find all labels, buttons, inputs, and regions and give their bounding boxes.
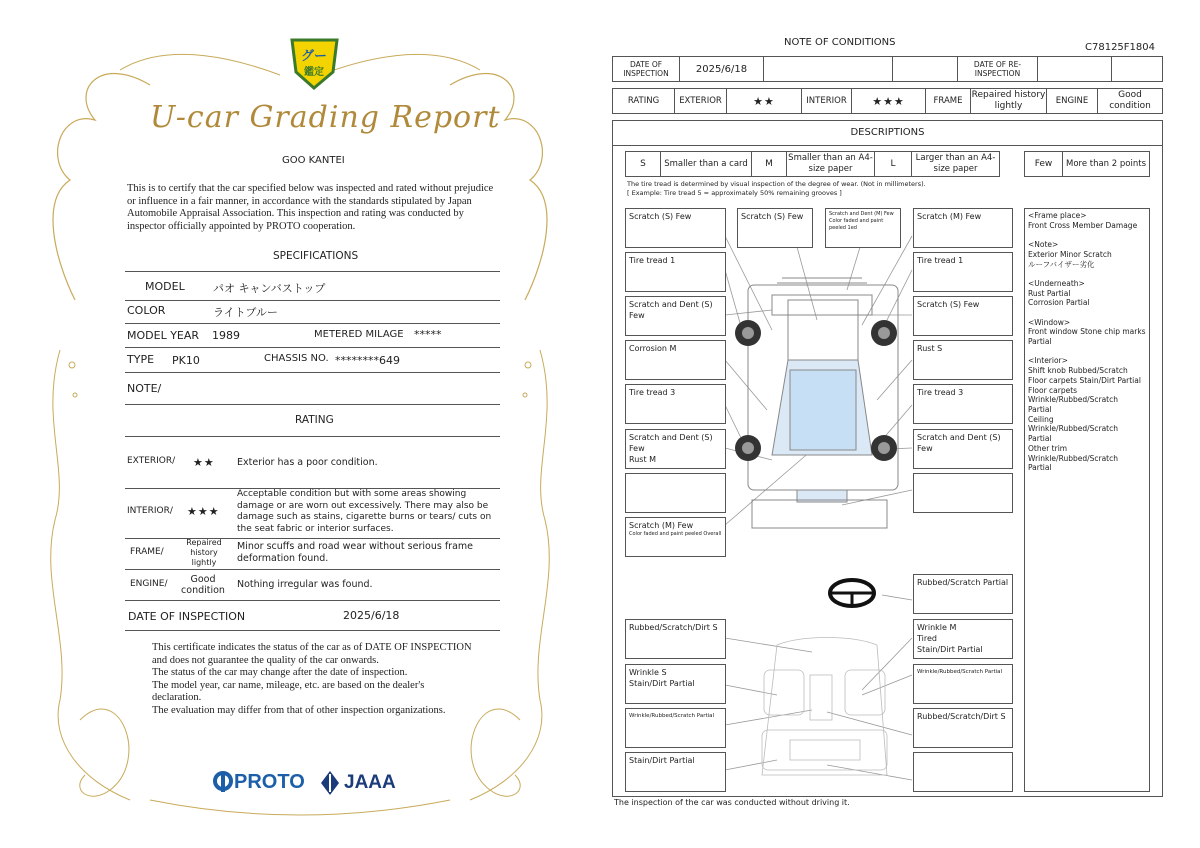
type-row <box>125 347 500 373</box>
proto-brand: PROTO <box>234 770 305 793</box>
interior-label: Stain/Dirt Partial <box>625 752 726 792</box>
exterior-description: Exterior has a poor condition. <box>237 457 378 468</box>
damage-label: Scratch (S) Few <box>737 208 813 248</box>
note-label: NOTE/ <box>127 382 162 395</box>
interior-label <box>625 664 726 704</box>
damage-label-empty <box>625 473 726 513</box>
damage-label-empty <box>913 473 1013 513</box>
few-legend <box>1024 151 1150 177</box>
damage-label: Tire tread 3 <box>913 384 1013 424</box>
size-legend <box>625 151 1000 177</box>
car-top-view <box>748 278 898 528</box>
interior-label <box>913 619 1013 659</box>
rating-label-cell: RATING <box>613 89 675 113</box>
note-line: ルーフバイザー劣化 <box>1028 259 1095 269</box>
damage-label: Scratch and Dent (S) Few <box>913 429 1013 469</box>
sheet-footer: The inspection of the car was conducted without driving it. <box>614 798 850 807</box>
note-line <box>1028 347 1146 357</box>
interior-label: Rubbed/Scratch/Dirt S <box>913 708 1013 748</box>
svg-text:鑑定: 鑑定 <box>304 67 324 78</box>
damage-label: Scratch (S) Few <box>913 296 1013 336</box>
interior-stars: ★★★ <box>187 505 220 518</box>
frame-label: FRAME/ <box>130 547 164 557</box>
mileage-label: METERED MILAGE <box>314 329 404 340</box>
certificate-footer <box>152 642 472 717</box>
note-line: Corrosion Partial <box>1028 298 1090 308</box>
damage-label-line: Scratch (M) Few <box>629 521 694 530</box>
interior-label: Wrinkle/Rubbed/Scratch Partial <box>625 708 726 748</box>
damage-label: Corrosion M <box>625 340 726 380</box>
chassis-value: ********649 <box>335 354 400 367</box>
report-title: U-car Grading Report <box>150 100 501 135</box>
interior-label-line: Tired <box>917 634 937 643</box>
legend-m: M <box>752 152 787 176</box>
frame-row <box>125 538 500 570</box>
date-of-inspection-row <box>125 600 500 631</box>
engine-description: Nothing irregular was found. <box>237 579 373 590</box>
note-line <box>1028 230 1146 240</box>
damage-label: Tire tread 1 <box>625 252 726 292</box>
interior-stars-cell: ★★★ <box>852 89 926 113</box>
note-line: Wrinkle/Rubbed/Scratch <box>1028 395 1118 405</box>
damage-label-line: Color faded and paint peeled Overall <box>629 531 722 537</box>
damage-label-line: Scratch and Dent (M) Few <box>829 211 894 217</box>
interior-view <box>762 638 887 776</box>
doi-value-cell: 2025/6/18 <box>680 57 764 81</box>
model-year-value: 1989 <box>212 329 240 342</box>
model-year-label: MODEL YEAR <box>127 329 200 342</box>
model-year-row <box>125 323 500 348</box>
note-line: Partial <box>1028 463 1052 473</box>
color-value: ライトブルー <box>213 306 278 319</box>
doi-value: 2025/6/18 <box>343 609 400 622</box>
tire-note-line-2: [ Example: Tire tread 5 = approximately 50% remaining grooves ] <box>627 189 842 197</box>
damage-label <box>825 208 901 248</box>
note-line: Front window Stone chip marks <box>1028 327 1146 337</box>
engine-label-cell: ENGINE <box>1047 89 1098 113</box>
note-line: Wrinkle/Rubbed/Scratch <box>1028 453 1118 463</box>
rating-bar <box>612 88 1163 114</box>
damage-label-line: Scratch and Dent (S) Few <box>629 433 713 453</box>
jaaa-logo <box>318 770 396 796</box>
interior-label-line: Wrinkle S <box>629 668 667 677</box>
interior-label: INTERIOR/ <box>127 506 173 516</box>
note-line: <Window> <box>1028 317 1071 327</box>
note-line: Partial <box>1028 337 1052 347</box>
leader-lines <box>725 234 912 780</box>
certification-text: This is to certify that the car specified below was inspected and rated without prejudice or influence in a fair manner, in accordance with the standards stipulated by Japan Automobile Appraisal Association. This inspection and rating was conducted by inspector officially appointed by PROTO cooperation. <box>127 183 494 232</box>
report-id: C78125F1804 <box>1085 42 1155 53</box>
damage-label-empty <box>913 752 1013 792</box>
exterior-stars-cell: ★★ <box>727 89 802 113</box>
damage-label: Scratch (S) Few <box>625 208 726 248</box>
interior-label-line: Stain/Dirt Partial <box>917 645 983 654</box>
specifications-heading: SPECIFICATIONS <box>273 250 359 262</box>
frame-value-cell: Repaired history lightly <box>971 90 1046 111</box>
notes-column <box>1024 208 1150 792</box>
legend-s: S <box>626 152 661 176</box>
interior-label-line: Wrinkle M <box>917 623 957 632</box>
proto-logo <box>212 770 305 794</box>
jaaa-brand: JAAA <box>344 772 396 793</box>
damage-label: Rust S <box>913 340 1013 380</box>
color-row <box>125 299 500 324</box>
note-line: Partial <box>1028 405 1052 414</box>
note-line: Partial <box>1028 434 1052 444</box>
exterior-row <box>125 436 500 489</box>
interior-label-line: Stain/Dirt Partial <box>629 679 695 688</box>
model-value: パオ キャンバストップ <box>213 282 326 295</box>
damage-label: Tire tread 3 <box>625 384 726 424</box>
damage-label: Tire tread 1 <box>913 252 1013 292</box>
note-line <box>1028 269 1146 279</box>
frame-description: Minor scuffs and road wear without serious frame deformation found. <box>237 541 473 564</box>
mileage-value: ***** <box>414 328 442 341</box>
note-line: <Frame place> <box>1028 211 1087 220</box>
footer-line-1: This certificate indicates the status of the car as of DATE OF INSPECTION and does not guarantee the quality of the car onwards. <box>152 642 472 666</box>
type-value: PK10 <box>172 354 200 367</box>
note-row <box>125 372 500 405</box>
footer-line-2: The status of the car may change after the date of inspection. <box>152 667 408 678</box>
damage-label <box>625 429 726 469</box>
legend-m-text: Smaller than an A4-size paper <box>787 152 875 176</box>
legend-l: L <box>875 152 912 176</box>
doi-label-cell: DATE OF INSPECTION <box>613 57 680 81</box>
note-line: Floor carpets Stain/Dirt Partial <box>1028 375 1141 385</box>
exterior-label: EXTERIOR/ <box>127 456 176 466</box>
model-row <box>125 271 500 301</box>
note-line: Floor carpets <box>1028 385 1078 395</box>
engine-label: ENGINE/ <box>130 579 168 589</box>
interior-description: Acceptable condition but with some areas showing damage or are worn out excessively. There may also be damage such as stains, cigarette burns or tears/ cuts on the seat fabric or interior surfaces. <box>237 489 492 534</box>
note-line: Ceiling <box>1028 414 1054 424</box>
note-line: Rust Partial <box>1028 288 1071 298</box>
note-line: <Note> <box>1028 240 1059 250</box>
tire-note <box>627 180 926 198</box>
footer-line-3: The model year, car name, mileage, etc. are based on the dealer's declaration. <box>152 679 425 703</box>
goo-kantei-logo <box>287 32 342 92</box>
color-label: COLOR <box>127 304 166 317</box>
sheet-title: NOTE OF CONDITIONS <box>784 37 896 48</box>
inspection-date-bar <box>612 56 1163 82</box>
interior-label: Wrinkle/Rubbed/Scratch Partial <box>913 664 1013 704</box>
doi-label: DATE OF INSPECTION <box>128 610 246 623</box>
note-line: Other trim <box>1028 443 1068 453</box>
note-line: Wrinkle/Rubbed/Scratch <box>1028 424 1118 434</box>
org-name: GOO KANTEI <box>282 155 345 166</box>
legend-few: Few <box>1025 152 1063 176</box>
note-line: Exterior Minor Scratch <box>1028 249 1112 259</box>
blank-cell <box>893 57 958 81</box>
damage-label <box>625 517 726 557</box>
engine-value-cell: Good condition <box>1109 90 1151 111</box>
type-label: TYPE <box>127 353 155 366</box>
interior-label: Rubbed/Scratch/Dirt S <box>625 619 726 659</box>
descriptions-heading: DESCRIPTIONS <box>613 121 1162 146</box>
damage-label: Scratch and Dent (S) Few <box>625 296 726 336</box>
steering-wheel-icon <box>830 580 874 606</box>
exterior-label-cell: EXTERIOR <box>675 89 727 113</box>
rating-heading-row <box>125 404 500 437</box>
interior-label: Rubbed/Scratch Partial <box>913 574 1013 614</box>
reinspection-value-cell <box>1038 57 1112 81</box>
tire-note-line-1: The tire tread is determined by visual inspection of the degree of wear. (Not in millimeters). <box>627 180 926 188</box>
exterior-stars: ★★ <box>193 456 215 469</box>
interior-row <box>125 488 500 539</box>
legend-s-text: Smaller than a card <box>661 152 752 176</box>
frame-value: Repaired history lightly <box>186 538 222 567</box>
interior-label-cell: INTERIOR <box>802 89 852 113</box>
damage-label-line: Color faded and paint peeled 1ed <box>829 218 884 231</box>
note-line: Front Cross Member Damage <box>1028 220 1138 230</box>
chassis-label: CHASSIS NO. <box>264 353 329 364</box>
damage-label-line: Rust M <box>629 455 657 464</box>
rating-heading: RATING <box>295 414 334 426</box>
model-label: MODEL <box>145 280 185 293</box>
legend-l-text: Larger than an A4-size paper <box>915 153 996 174</box>
engine-value: Good condition <box>181 574 225 596</box>
note-line: Shift knob Rubbed/Scratch <box>1028 366 1128 376</box>
footer-line-4: The evaluation may differ from that of other inspection organizations. <box>152 704 446 716</box>
frame-label-cell: FRAME <box>926 89 971 113</box>
reinspection-label-cell: DATE OF RE-INSPECTION <box>958 57 1038 81</box>
note-line <box>1028 308 1146 318</box>
note-line: <Underneath> <box>1028 278 1085 288</box>
legend-few-text: More than 2 points <box>1065 158 1146 169</box>
svg-text:グー: グー <box>300 49 328 64</box>
damage-label: Scratch (M) Few <box>913 208 1013 248</box>
blank-cell <box>764 57 893 81</box>
notes-list <box>1028 211 1146 473</box>
note-line: <Interior> <box>1028 356 1068 366</box>
engine-row <box>125 569 500 601</box>
